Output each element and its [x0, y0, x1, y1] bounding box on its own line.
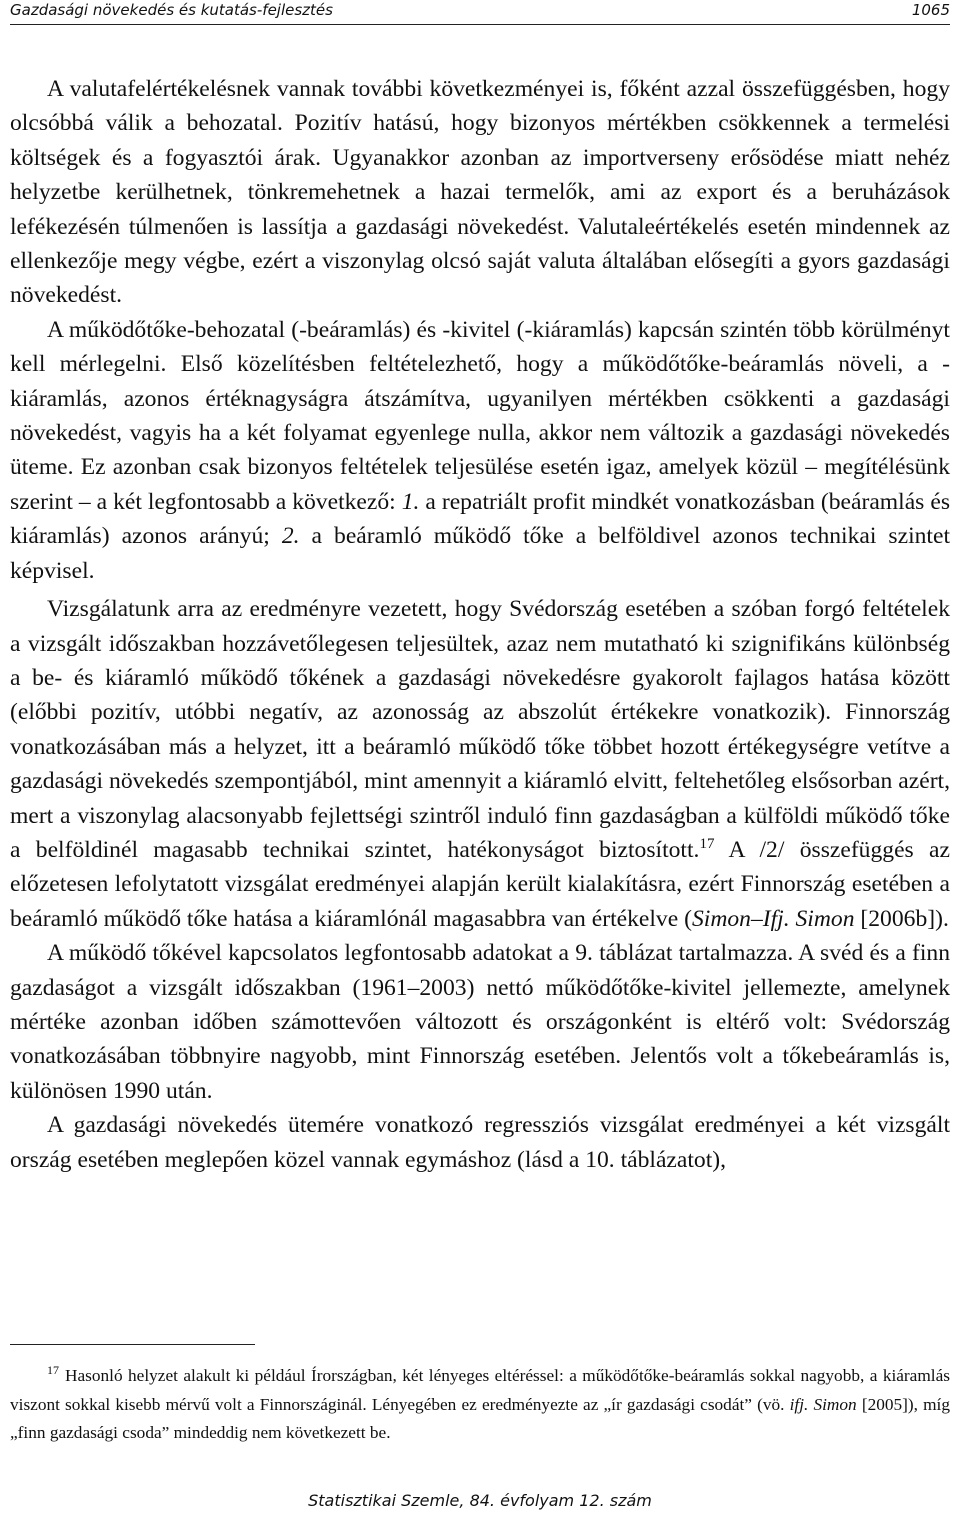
paragraph-3-part-c: [2006b]).: [854, 905, 949, 932]
footnote-divider: [10, 1344, 255, 1345]
paragraph-2: [10, 313, 950, 588]
footnote-text-part-a: Hasonló helyzet alakult ki például Írországban, két lényeges eltéréssel: a működőtőke-beáramlás sokkal nagyobb, a kiáramlás viszont sokkal kisebb mérvű volt a Finnországinál. Lényegében ez eredményezte az „ír gazdasági csodát” (vö.: [10, 1366, 950, 1414]
paragraph-2-part-c: a beáramló működő tőke a belföldivel azonos technikai szintet képvisel.: [10, 523, 951, 584]
condition-number-1: 1.: [401, 488, 420, 515]
paragraph-4: A működő tőkével kapcsolatos legfontosabb adatokat a 9. táblázat tartalmazza. A svéd és a finn gazdaságot a vizsgált időszakban (1961–2003) nettó működőtőke-kivitel jellemezte, amelynek mértéke azonban időben számottevően változott és országonként is eltérő volt: Svédország vonatkozásában többnyire nagyobb, mint Finnország esetében. Jelentős volt a tőkebeáramlás is, különösen 1990 után.: [10, 940, 950, 1104]
footnote-citation: ifj. Simon: [789, 1394, 857, 1414]
paragraph-2-part-a: A működőtőke-behozatal (-beáramlás) és -kivitel (-kiáramlás) kapcsán szintén több körülményt kell mérlegelni. Első közelítésben feltételezhető, hogy a működőtőke-beáramlás növeli, a -kiáramlás, azonos értéknagyságra átszámítva, ugyanilyen mértékben csökkenti a gazdasági növekedést, vagyis ha a két folyamat egyenlege nulla, akkor nem változik a gazdasági növekedés üteme. Ez azonban csak bizonyos feltételek teljesülése esetén igaz, amelyek közül – megítélésünk szerint – a két legfontosabb a következő:: [10, 316, 950, 515]
paragraph-3-part-b: A /2/ összefüggés az előzetesen lefolytatott vizsgálat eredményei alapján került kialakításra, ezért Finnország esetében a beáramló működő tőke hatása a kiáramlónál magasabbra van értékelve (: [10, 836, 950, 932]
paragraph-2-part-b: a repatriált profit mindkét vonatkozásban (beáramlás és kiáramlás) azonos arányú;: [10, 488, 950, 550]
footnote-paragraph: [10, 1362, 950, 1448]
footnote: [10, 1362, 950, 1448]
condition-number-2: 2.: [281, 523, 300, 550]
running-footer: Statisztikai Szemle, 84. évfolyam 12. szám: [308, 1491, 652, 1510]
citation-authors: Simon–Ifj. Simon: [691, 905, 855, 932]
page-number: 1065: [911, 1, 950, 19]
running-header: [10, 0, 950, 25]
paragraph-3: [10, 592, 950, 936]
footnote-text-part-b: [2005]), míg „finn gazdasági csoda” mindeddig nem következett be.: [10, 1394, 951, 1443]
footnote-number: 17: [47, 1363, 59, 1377]
body-text: [10, 72, 950, 1177]
footnote-reference[interactable]: 17: [699, 835, 715, 852]
paragraph-1: A valutafelértékelésnek vannak további következményei is, főként azzal összefüggésben, hogy olcsóbbá válik a behozatal. Pozitív hatású, hogy bizonyos mértékben csökkennek a termelési költségek és a fogyasztói árak. Ugyanakkor azonban az importverseny erősödése miatt nehéz helyzetbe kerülhetnek, tönkremehetnek a hazai termelők, ami az export és a beruházások lefékezésén túlmenően is lassítja a gazdasági növekedést. Valutaleértékelés esetén mindennek az ellenkezője megy végbe, ezért a viszonylag olcsó saját valuta általában elősegíti a gyors gazdasági növekedést.: [10, 76, 950, 309]
header-title: Gazdasági növekedés és kutatás-fejlesztés: [10, 1, 333, 19]
paragraph-3-part-a: Vizsgálatunk arra az eredményre vezetett, hogy Svédország esetében a szóban forgó feltételek a vizsgált időszakban hozzávetőlegesen teljesültek, azaz nem mutatható ki szignifikáns különbség a be- és kiáramló működő tőkének a gazdasági növekedésre gyakorolt fajlagos hatása között (előbbi pozitív, utóbbi negatív, az azonosság az abszolút értékekre vonatkozik). Finnország vonatkozásában más a helyzet, itt a beáramló működő tőke többet hozott értékegységre vetítve a gazdasági növekedés szempontjából, mint amennyit a kiáramló elvitt, feltehetőleg elsősorban azért, mert a viszonylag alacsonyabb fejlettségi szintről induló finn gazdaságban a külföldi működő tőke a belföldinél magasabb technikai szintet, hatékonyságot biztosított.: [10, 596, 950, 863]
paragraph-5: A gazdasági növekedés ütemére vonatkozó regressziós vizsgálat eredményei a két vizsgált ország esetében meglepően közel vannak egymáshoz (lásd a 10. táblázatot),: [10, 1112, 950, 1173]
